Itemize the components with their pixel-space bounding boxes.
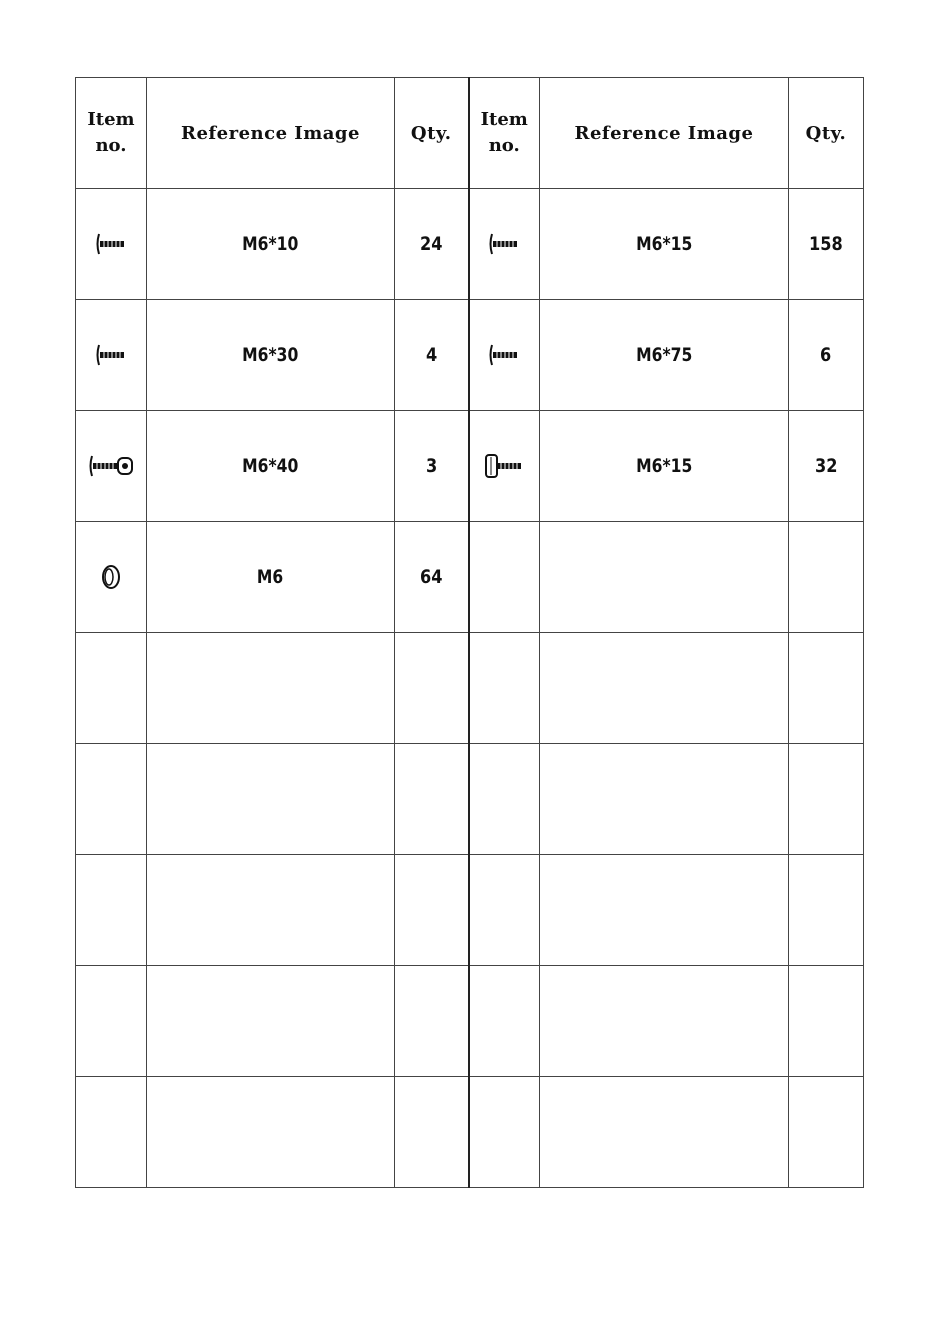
qty-cell: 32 xyxy=(789,411,864,522)
empty-row xyxy=(76,633,864,744)
table-row xyxy=(76,522,864,633)
spec-cell: M6 xyxy=(147,522,395,633)
qty-cell: 4 xyxy=(395,300,469,411)
screw-icon xyxy=(469,300,540,411)
empty-cell xyxy=(469,522,540,633)
thumb-screw-icon xyxy=(469,411,540,522)
table-row xyxy=(76,300,864,411)
spec-cell: M6*30 xyxy=(147,300,395,411)
spec-cell: M6*75 xyxy=(540,300,789,411)
header-item-line2: no. xyxy=(488,135,520,156)
spec-cell: M6*10 xyxy=(147,189,395,300)
header-item-line1: Item xyxy=(87,109,135,130)
empty-row xyxy=(76,855,864,966)
qty-cell: 6 xyxy=(789,300,864,411)
spec-cell: M6*15 xyxy=(540,411,789,522)
header-reference-image: Reference Image xyxy=(540,78,789,189)
header-item-line2: no. xyxy=(95,135,127,156)
header-item-no xyxy=(76,78,147,189)
empty-cell xyxy=(540,522,789,633)
empty-row xyxy=(76,744,864,855)
screw-with-nut-icon xyxy=(76,411,147,522)
header-qty: Qty. xyxy=(395,78,469,189)
empty-row xyxy=(76,1077,864,1188)
table-row xyxy=(76,189,864,300)
header-item-no xyxy=(469,78,540,189)
header-item-line1: Item xyxy=(480,109,528,130)
parts-table xyxy=(75,77,864,1188)
header-row xyxy=(76,78,864,189)
screw-icon xyxy=(76,189,147,300)
spec-cell: M6*15 xyxy=(540,189,789,300)
qty-cell: 3 xyxy=(395,411,469,522)
spec-cell: M6*40 xyxy=(147,411,395,522)
header-qty: Qty. xyxy=(789,78,864,189)
qty-cell: 64 xyxy=(395,522,469,633)
washer-icon xyxy=(76,522,147,633)
empty-row xyxy=(76,966,864,1077)
empty-cell xyxy=(789,522,864,633)
table-row xyxy=(76,411,864,522)
screw-icon xyxy=(469,189,540,300)
screw-icon xyxy=(76,300,147,411)
qty-cell: 158 xyxy=(789,189,864,300)
qty-cell: 24 xyxy=(395,189,469,300)
header-reference-image: Reference Image xyxy=(147,78,395,189)
